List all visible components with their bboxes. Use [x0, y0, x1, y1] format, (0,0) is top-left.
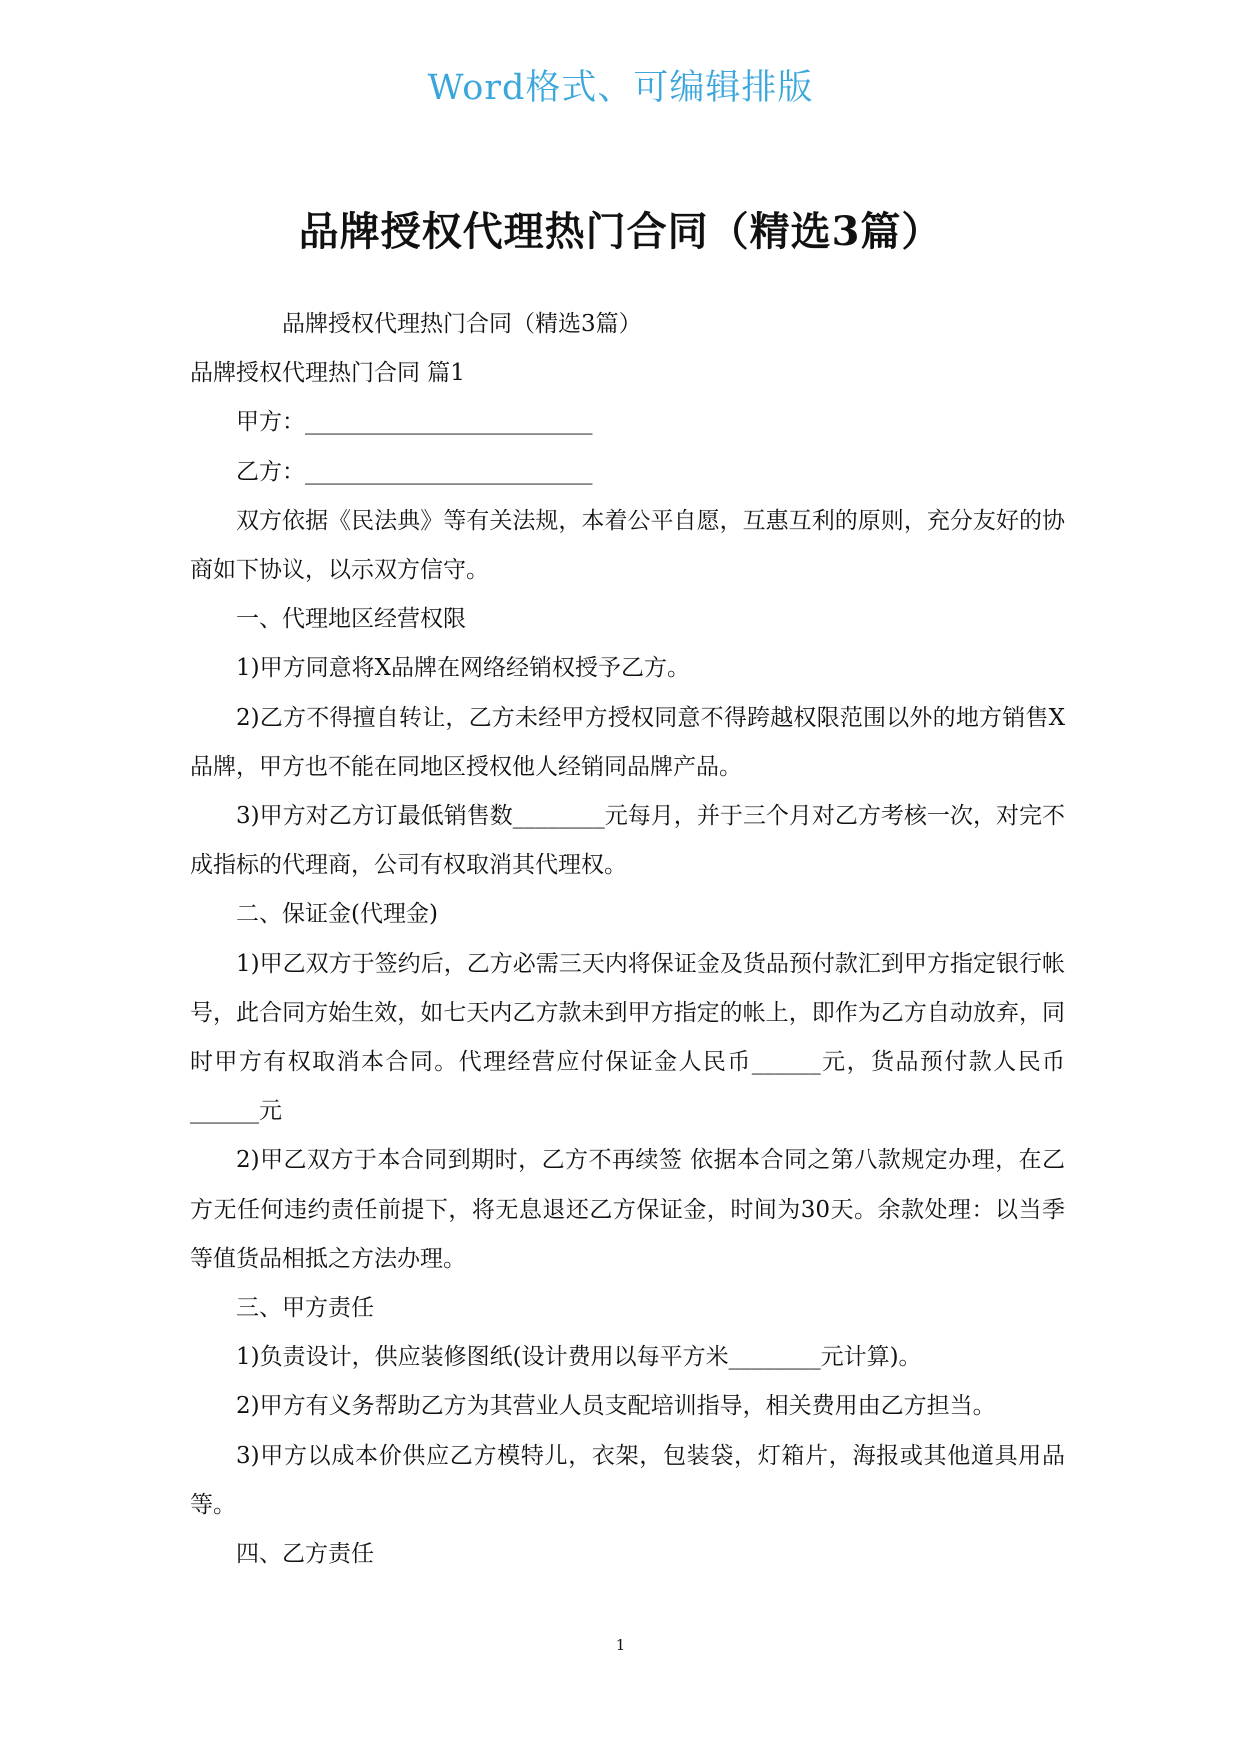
- document-body: [190, 300, 1065, 1579]
- page-number: 1: [615, 1636, 626, 1654]
- watermark-header: Word格式、可编辑排版: [427, 68, 814, 108]
- clause-2-2: 2)甲乙双方于本合同到期时，乙方不再续签 依据本合同之第八款规定办理，在乙方无任何违约责任前提下，将无息退还乙方保证金，时间为30天。余款处理：以当季等值货品相抵之方法办理。: [190, 1147, 1065, 1272]
- intro-paragraph: 双方依据《民法典》等有关法规，本着公平自愿，互惠互利的原则，充分友好的协商如下协议，以示双方信守。: [190, 507, 1065, 584]
- party-b-line: 乙方：_________________________: [236, 458, 593, 485]
- heading-2: 二、保证金(代理金): [236, 901, 438, 928]
- clause-2-1: 1)甲乙双方于签约后，乙方必需三天内将保证金及货品预付款汇到甲方指定银行帐号，此合同方始生效，如七天内乙方款未到甲方指定的帐上，即作为乙方自动放弃，同时甲方有权取消本合同。代理经营应付保证金人民币______元，货品预付款人民币______元: [190, 950, 1065, 1125]
- heading-3: 三、甲方责任: [236, 1295, 374, 1322]
- document-title: 品牌授权代理热门合同（精选3篇）: [298, 208, 943, 255]
- clause-3-2: 2)甲方有义务帮助乙方为其营业人员支配培训指导，相关费用由乙方担当。: [236, 1393, 996, 1420]
- clause-1-3: 3)甲方对乙方订最低销售数________元每月，并于三个月对乙方考核一次，对完不成指标的代理商，公司有权取消其代理权。: [190, 803, 1065, 879]
- party-a-line: 甲方：_________________________: [236, 409, 593, 436]
- section-title: 品牌授权代理热门合同 篇1: [190, 360, 465, 387]
- clause-1-1: 1)甲方同意将X品牌在网络经销权授予乙方。: [236, 655, 690, 682]
- clause-3-1: 1)负责设计，供应装修图纸(设计费用以每平方米________元计算)。: [236, 1344, 922, 1371]
- heading-4: 四、乙方责任: [236, 1541, 374, 1568]
- document-subtitle: 品牌授权代理热门合同（精选3篇）: [282, 311, 642, 337]
- clause-3-3: 3)甲方以成本价供应乙方模特儿，衣架，包装袋，灯箱片，海报或其他道具用品等。: [190, 1442, 1065, 1518]
- clause-1-2: 2)乙方不得擅自转让，乙方未经甲方授权同意不得跨越权限范围以外的地方销售X品牌，甲方也不能在同地区授权他人经销同品牌产品。: [190, 704, 1065, 780]
- heading-1: 一、代理地区经营权限: [236, 606, 466, 633]
